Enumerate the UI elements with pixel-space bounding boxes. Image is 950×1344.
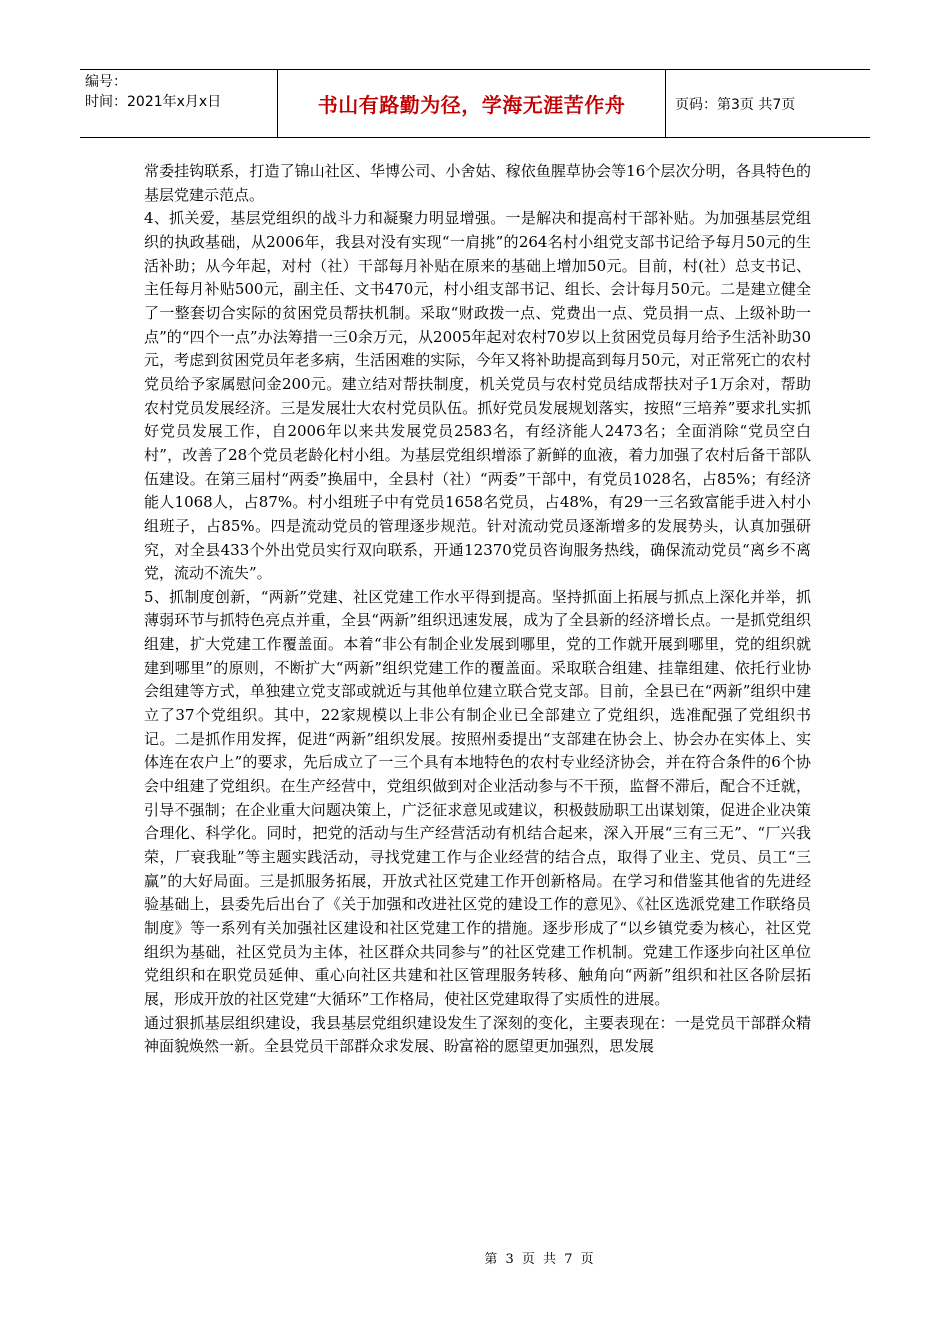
header-page-info-cell	[666, 70, 870, 137]
footer-page-number: 第 3 页 共 7 页	[484, 1252, 596, 1267]
body-paragraph-summary: 通过狠抓基层组织建设，我县基层党组织建设发生了深刻的变化，主要表现在：一是党员干部群众精神面貌焕然一新。全县党员干部群众求发展、盼富裕的愿望更加强烈，思发展	[144, 1013, 811, 1056]
body-paragraph-institutional-innovation: 5、抓制度创新，“两新”党建、社区党建工作水平得到提高。坚持抓面上拓展与抓点上深化并举，抓薄弱环节与抓特色亮点并重，全县“两新”组织迅速发展，成为了全县新的经济增长点。一是抓党组织组建，扩大党建工作覆盖面。本着“非公有制企业发展到哪里，党的工作就开展到哪里，党的组织就建到哪里”的原则，不断扩大“两新”组织党建工作的覆盖面。采取联合组建、挂靠组建、依托行业协会组建等方式，单独建立党支部或就近与其他单位建立联合党支部。目前，全县已在“两新”组织中建立了37个党组织。其中，22家规模以上非公有制企业已全部建立了党组织，选准配强了党组织书记。二是抓作用发挥，促进“两新”组织发展。按照州委提出“支部建在协会上、协会办在实体上、实体连在农户上”的要求，先后成立了一三个具有本地特色的农村专业经济协会，并在符合条件的6个协会中组建了党组织。在生产经营中，党组织做到对企业活动参与不干预，监督不滞后，配合不迁就，引导不强制；在企业重大问题决策上，广泛征求意见或建议，积极鼓励职工出谋划策，促进企业决策合理化、科学化。同时，把党的活动与生产经营活动有机结合起来，深入开展“三有三无”、“厂兴我荣，厂衰我耻”等主题实践活动，寻找党建工作与企业经营的结合点，取得了业主、党员、员工“三赢”的大好局面。三是抓服务拓展，开放式社区党建工作开创新格局。在学习和借鉴其他省的先进经验基础上，县委先后出台了《关于加强和改进社区党的建设工作的意见》、《社区选派党建工作联络员制度》等一系列有关加强社区建设和社区党建工作的措施。逐步形成了“以乡镇党委为核心，社区党组织为基础，社区党员为主体，社区群众共同参与”的社区党建工作机制。党建工作逐步向社区单位党组织和在职党员延伸、重心向社区共建和社区管理服务转移、触角向“两新”组织和社区各阶层拓展，形成开放的社区党建“大循环”工作格局，使社区党建取得了实质性的进展。	[144, 587, 811, 1008]
header-page-info: 页码：第3页 共7页	[675, 96, 796, 113]
document-body	[144, 160, 811, 1059]
document-date-label: 时间：2021年x月x日	[85, 94, 222, 110]
header-motto: 书山有路勤为径，学海无涯苦作舟	[317, 93, 626, 117]
document-header	[80, 69, 870, 138]
header-meta	[80, 70, 278, 137]
body-paragraph-continuation: 常委挂钩联系，打造了锦山社区、华博公司、小舍姑、稼依鱼腥草协会等16个层次分明，各具特色的基层党建示范点。	[144, 162, 811, 204]
page-footer	[0, 1248, 950, 1267]
header-motto-cell	[278, 70, 666, 137]
body-paragraph-care: 4、抓关爱，基层党组织的战斗力和凝聚力明显增强。一是解决和提高村干部补贴。为加强基层党组织的执政基础，从2006年，我县对没有实现“一肩挑”的264名村小组党支部书记给予每月50元的生活补助；从今年起，对村（社）干部每月补贴在原来的基础上增加50元。目前，村(社）总支书记、主任每月补贴500元，副主任、文书470元，村小组支部书记、组长、会计每月50元。二是建立健全了一整套切合实际的贫困党员帮扶机制。采取“财政拨一点、党费出一点、党员捐一点、上级补助一点”的“四个一点”办法筹措一三0余万元，从2005年起对农村70岁以上贫困党员每月给予生活补助30元，考虑到贫困党员年老多病，生活困难的实际，今年又将补助提高到每月50元，对正常死亡的农村党员给予家属慰问金200元。建立结对帮扶制度，机关党员与农村党员结成帮扶对子1万余对，帮助农村党员发展经济。三是发展壮大农村党员队伍。抓好党员发展规划落实，按照“三培养”要求扎实抓好党员发展工作，自2006年以来共发展党员2583名，有经济能人2473名；全面消除“党员空白村”，改善了28个党员老龄化村小组。为基层党组织增添了新鲜的血液，着力加强了农村后备干部队伍建设。在第三届村“两委”换届中，全县村（社）“两委”干部中，有党员1028名，占85%；有经济能人1068人，占87%。村小组班子中有党员1658名党员，占48%，有29一三名致富能手进入村小组班子，占85%。四是流动党员的管理逐步规范。针对流动党员逐渐增多的发展势头，认真加强研究，对全县433个外出党员实行双向联系，开通12370党员咨询服务热线，确保流动党员“离乡不离党，流动不流失”。	[144, 209, 811, 583]
document-number-label: 编号：	[85, 74, 127, 90]
